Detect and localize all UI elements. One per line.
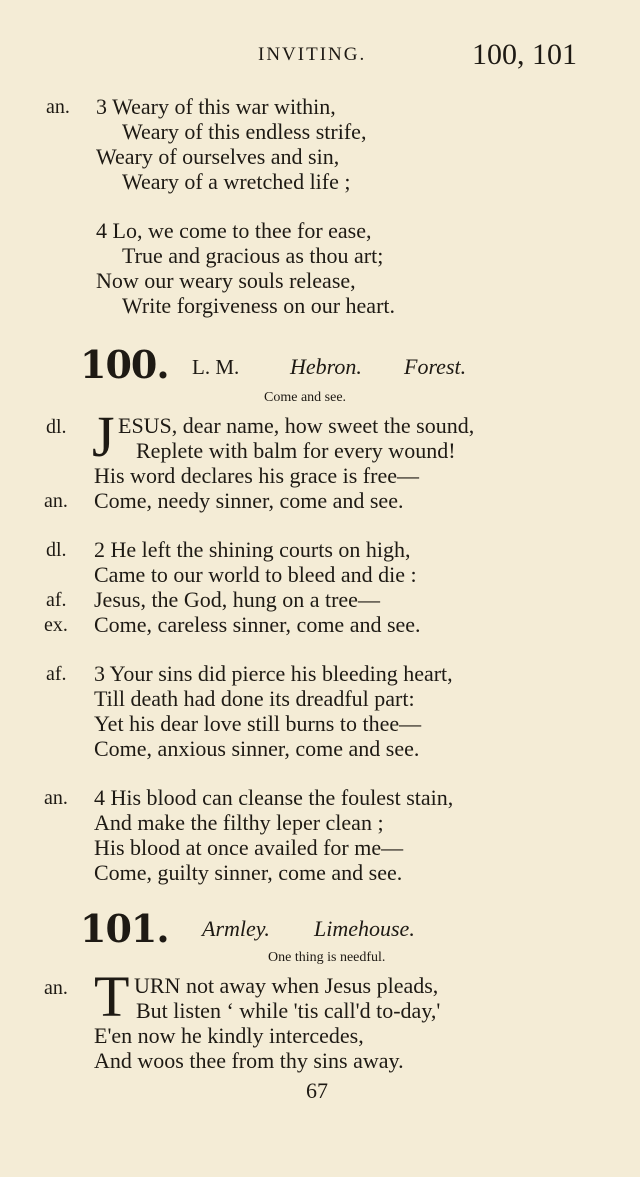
verse-line: Write forgiveness on our heart.: [122, 293, 396, 318]
hymn-subtitle: One thing is needful.: [268, 950, 386, 965]
stanza-mark: af.: [46, 663, 67, 685]
verse-line: And woos thee from thy sins away.: [94, 1048, 404, 1073]
verse-line: Come, careless sinner, come and see.: [94, 612, 421, 637]
tune-name: Forest.: [404, 354, 467, 379]
hymn-subtitle: Come and see.: [264, 390, 347, 405]
verse-line: 3 Your sins did pierce his bleeding heart,: [94, 661, 453, 686]
verse-line: Yet his dear love still burns to thee—: [94, 711, 422, 736]
verse-line: Till death had done its dreadful part:: [94, 686, 415, 711]
hymn-number: 100.: [80, 342, 169, 387]
stanza-mark: dl.: [46, 539, 67, 561]
verse-line: Come, needy sinner, come and see.: [94, 488, 404, 513]
stanza-mark: dl.: [46, 416, 67, 438]
verse-line: Came to our world to bleed and die :: [94, 562, 417, 587]
verse-line: ESUS, dear name, how sweet the sound,: [118, 413, 475, 438]
verse-line: True and gracious as thou art;: [122, 243, 384, 268]
verse-line: Jesus, the God, hung on a tree—: [94, 587, 380, 612]
stanza-mark: an.: [44, 490, 68, 512]
stanza-mark: an.: [46, 96, 70, 118]
verse-line: His word declares his grace is free—: [94, 463, 419, 488]
verse-line: E'en now he kindly intercedes,: [94, 1023, 364, 1048]
stanza-mark: ex.: [44, 614, 68, 636]
verse-line: URN not away when Jesus pleads,: [134, 973, 439, 998]
running-head-title: INVITING.: [258, 44, 367, 65]
verse-line: But listen ‘ while 'tis call'd to-day,': [136, 998, 441, 1023]
hymn-meter: L. M.: [192, 355, 240, 379]
verse-line: Come, anxious sinner, come and see.: [94, 736, 420, 761]
verse-line: Weary of ourselves and sin,: [96, 144, 340, 169]
verse-line: Weary of this endless strife,: [122, 119, 367, 144]
tune-name: Armley.: [202, 916, 270, 941]
verse-line: Weary of a wretched life ;: [122, 169, 351, 194]
running-head-hymn-numbers: 100, 101: [472, 38, 577, 71]
verse-line: 4 Lo, we come to thee for ease,: [96, 218, 372, 243]
verse-line: Replete with balm for every wound!: [136, 438, 456, 463]
stanza-mark: an.: [44, 787, 68, 809]
drop-cap: J: [92, 404, 115, 469]
verse-line: His blood at once availed for me—: [94, 835, 404, 860]
stanza-mark: an.: [44, 977, 68, 999]
hymn-number: 101.: [80, 906, 169, 951]
verse-line: 3 Weary of this war within,: [96, 94, 336, 119]
verse-line: And make the filthy leper clean ;: [94, 810, 384, 835]
tune-name: Hebron.: [290, 354, 362, 379]
tune-name: Limehouse.: [314, 916, 415, 941]
running-head: [0, 38, 640, 72]
verse-line: Come, guilty sinner, come and see.: [94, 860, 403, 885]
verse-line: Now our weary souls release,: [96, 268, 356, 293]
page-number: 67: [306, 1078, 328, 1103]
stanza-mark: af.: [46, 589, 67, 611]
verse-line: 4 His blood can cleanse the foulest stain,: [94, 785, 454, 810]
drop-cap: T: [94, 964, 130, 1029]
verse-line: 2 He left the shining courts on high,: [94, 537, 411, 562]
